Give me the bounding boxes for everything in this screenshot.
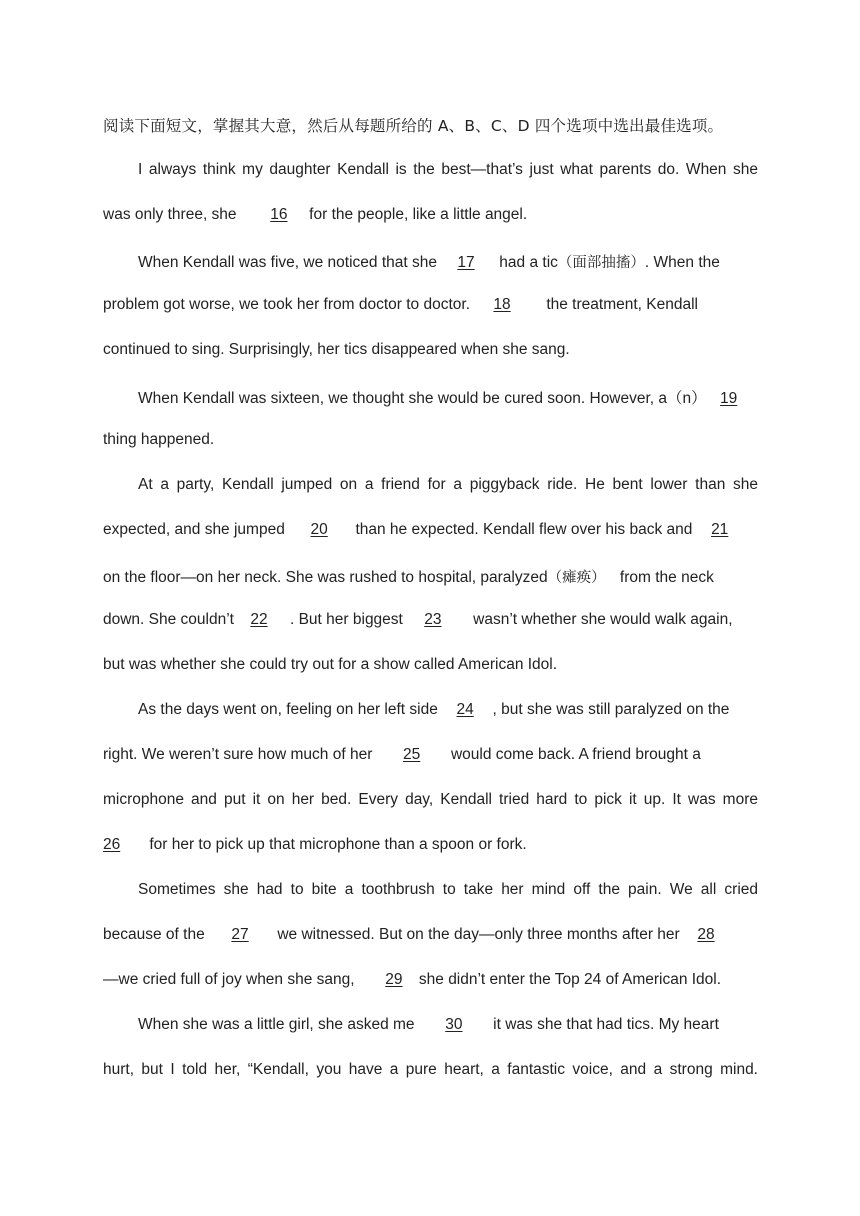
text-line [138,701,758,719]
text-line [103,971,758,989]
text-line: At a party, Kendall jumped on a friend for a piggyback ride. He bent lower than she [138,476,758,493]
text-fragment: （面部抽搐） [557,255,645,271]
text-fragment: When she was a little girl, she asked me [138,1016,415,1033]
blank-16: 16 [270,206,288,223]
text-fragment: problem got worse, we took her from doctor to doctor. [103,296,471,313]
text-fragment: from the neck [619,569,714,586]
text-fragment: than he expected. Kendall flew over his back and [355,521,693,538]
text-fragment: wasn’t whether she would walk again, [473,611,733,628]
text-fragment: had a tic [499,254,558,271]
text-fragment: When Kendall was sixteen, we thought she would be cured soon. However, a（n） [138,390,707,407]
text-line [103,566,758,587]
blank-17: 17 [457,254,475,271]
text-line [103,206,758,224]
text-fragment: down. She couldn’t [103,611,234,628]
text-fragment: because of the [103,926,205,943]
blank-26: 26 [103,836,121,853]
text-fragment: expected, and she jumped [103,521,285,538]
text-fragment: . But her biggest [289,611,403,628]
text-line: but was whether she could try out for a show called American Idol. [103,656,558,673]
text-fragment: on the floor—on her neck. She was rushed to hospital, paralyzed [103,569,548,586]
text-fragment: we witnessed. But on the day—only three months after her [277,926,680,943]
blank-28: 28 [697,926,715,943]
blank-27: 27 [231,926,249,943]
text-line [138,386,758,408]
text-fragment: for the people, like a little angel. [309,206,528,223]
text-line: continued to sing. Surprisingly, her tics disappeared when she sang. [103,341,570,358]
text-line: hurt, but I told her, “Kendall, you have a pure heart, a fantastic voice, and a strong mind. [103,1061,758,1078]
text-line [103,926,758,944]
blank-21: 21 [711,521,729,538]
text-fragment: （瘫痪） [547,570,606,586]
text-fragment: right. We weren’t sure how much of her [103,746,373,763]
text-fragment: would come back. A friend brought a [450,746,701,763]
blank-23: 23 [424,611,442,628]
text-fragment: . When the [644,254,720,271]
text-fragment: the treatment, Kendall [546,296,698,313]
blank-29: 29 [385,971,403,988]
blank-20: 20 [310,521,328,538]
blank-30: 30 [445,1016,463,1033]
instruction-text: 阅读下面短文，掌握其大意，然后从每题所给的 A、B、C、D 四个选项中选出最佳选项。 [103,117,724,135]
blank-24: 24 [456,701,474,718]
text-line [103,296,758,314]
text-fragment: was only three, she [103,206,237,223]
text-fragment: she didn’t enter the Top 24 of American Idol. [418,971,722,988]
text-fragment: it was she that had tics. My heart [493,1016,719,1033]
text-line [138,1016,758,1034]
text-line: I always think my daughter Kendall is the best—that’s just what parents do. When she [138,161,758,178]
text-fragment: —we cried full of joy when she sang, [103,971,355,988]
text-line: microphone and put it on her bed. Every day, Kendall tried hard to pick it up. It was more [103,791,758,808]
text-fragment: As the days went on, feeling on her left side [138,701,438,718]
blank-25: 25 [403,746,421,763]
text-line: Sometimes she had to bite a toothbrush to take her mind off the pain. We all cried [138,881,758,898]
text-line [103,746,758,764]
text-line [103,836,758,854]
text-line [103,611,758,629]
text-line [138,251,758,272]
text-fragment: , but she was still paralyzed on the [492,701,730,718]
blank-18: 18 [493,296,511,313]
text-fragment: for her to pick up that microphone than a spoon or fork. [149,836,527,853]
text-line: thing happened. [103,431,215,448]
text-line [103,521,758,539]
text-fragment: When Kendall was five, we noticed that she [138,254,437,271]
blank-19: 19 [720,390,738,407]
blank-22: 22 [250,611,268,628]
